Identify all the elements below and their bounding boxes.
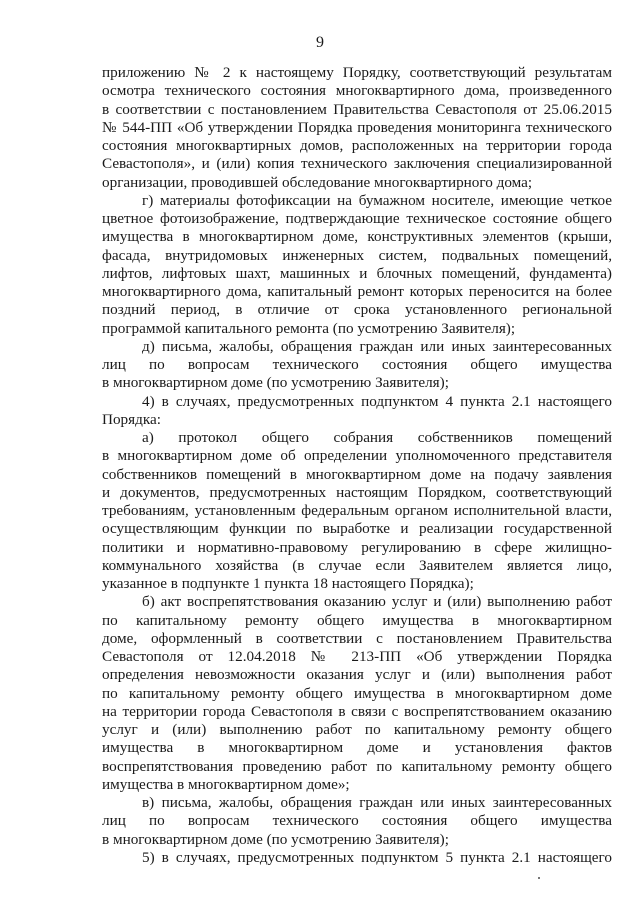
page-number: 9 — [316, 34, 324, 51]
text-line: в соответствии с постановлением Правительства Севастополя от 25.06.2015 — [102, 100, 612, 118]
text-line: доме, оформленный в соответствии с постановлением Правительства — [102, 629, 612, 647]
text-line: воспрепятствования проведению работ по капитальному ремонту общего — [102, 757, 612, 775]
text-line: имущества в многоквартирном доме»; — [102, 775, 350, 793]
text-line: в многоквартирном доме (по усмотрению Заявителя); — [102, 374, 449, 392]
paragraph — [102, 794, 612, 849]
text-line: многоквартирного дома, капитальный ремонт которых переносится на более — [102, 283, 612, 300]
text-line: коммунального хозяйства (в случае если Заявителем является лицо, — [102, 556, 612, 574]
text-line: состояния многоквартирных домов, расположенных на территории города — [102, 137, 612, 154]
text-line: № 544-ПП «Об утверждении Порядка проведения мониторинга технического — [102, 118, 612, 136]
text-line: определения невозможности оказания услуг и (или) выполнения работ — [102, 666, 612, 684]
text-line: на территории города Севастополя в связи с воспрепятствованием оказанию — [102, 702, 612, 720]
text-line: осуществляющим функции по выработке и реализации государственной — [102, 520, 612, 538]
text-line: осмотра технического состояния многоквартирного дома, произведенного — [102, 82, 612, 100]
text-line: лиц по вопросам технического состояния общего имущества — [102, 812, 612, 830]
text-line: лифтов, лифтовых шахт, машинных и блочных помещений, фундамента) — [102, 264, 612, 282]
paragraph — [102, 593, 612, 794]
text-line: указанное в подпункте 1 пункта 18 настоящего Порядка); — [102, 575, 474, 592]
paragraph — [102, 338, 612, 393]
text-line: фасада, внутридомовых инженерных систем, подвальных помещений, — [102, 246, 612, 264]
text-line: и документов, предусмотренных настоящим Порядком, соответствующий — [102, 483, 612, 501]
text-line: по капитальному ремонту общего имущества в многоквартирном — [102, 611, 612, 629]
paragraph — [102, 429, 612, 593]
text-line: в многоквартирном доме об определении уполномоченного представителя — [102, 447, 612, 465]
paragraph — [102, 64, 612, 192]
text-line: г) материалы фотофиксации на бумажном носителе, имеющие четкое — [142, 191, 612, 209]
paragraph — [102, 192, 612, 338]
paragraph — [102, 393, 612, 430]
text-line: поздний период, в отличие от срока установленного региональной — [102, 301, 612, 319]
text-line: б) акт воспрепятствования оказанию услуг и (или) выполнению работ — [142, 593, 612, 611]
text-line: услуг и (или) выполнению работ по капитальному ремонту общего — [102, 721, 612, 738]
text-line: 5) в случаях, предусмотренных подпунктом 5 пункта 2.1 настоящего — [142, 848, 612, 866]
text-line: имущества в многоквартирном доме и установления фактов — [102, 739, 612, 757]
text-line: Севастополя от 12.04.2018 № 213-ПП «Об утверждении Порядка — [102, 648, 612, 665]
text-line: д) письма, жалобы, обращения граждан или иных заинтересованных — [142, 337, 612, 355]
scan-speck — [538, 877, 540, 879]
text-line: в многоквартирном доме (по усмотрению Заявителя); — [102, 830, 449, 848]
text-line: Севастополя», и (или) копия технического заключения специализированной — [102, 155, 612, 173]
text-line: по капитальному ремонту общего имущества в многоквартирном доме — [102, 684, 612, 702]
text-line: политики и нормативно-правовому регулированию в сфере жилищно- — [102, 538, 612, 556]
paragraph — [102, 849, 612, 867]
text-line: приложению № 2 к настоящему Порядку, соответствующий результатам — [102, 64, 612, 81]
document-body — [102, 64, 612, 867]
text-line: требованиям, установленным федеральным органом исполнительной власти, — [102, 502, 612, 519]
text-line: Порядка: — [102, 410, 161, 428]
text-line: 4) в случаях, предусмотренных подпунктом 4 пункта 2.1 настоящего — [142, 392, 612, 410]
text-line: собственников помещений в многоквартирном доме на подачу заявления — [102, 465, 612, 483]
text-line: цветное фотоизображение, подтверждающие техническое состояние общего — [102, 210, 612, 227]
text-line: лиц по вопросам технического состояния общего имущества — [102, 356, 612, 373]
text-line: программой капитального ремонта (по усмотрению Заявителя); — [102, 319, 516, 337]
text-line: в) письма, жалобы, обращения граждан или иных заинтересованных — [142, 794, 612, 811]
text-line: имущества в многоквартирном доме, конструктивных элементов (крыши, — [102, 228, 612, 246]
text-line: а) протокол общего собрания собственников помещений — [142, 429, 612, 446]
text-line: организации, проводившей обследование многоквартирного дома; — [102, 173, 533, 191]
